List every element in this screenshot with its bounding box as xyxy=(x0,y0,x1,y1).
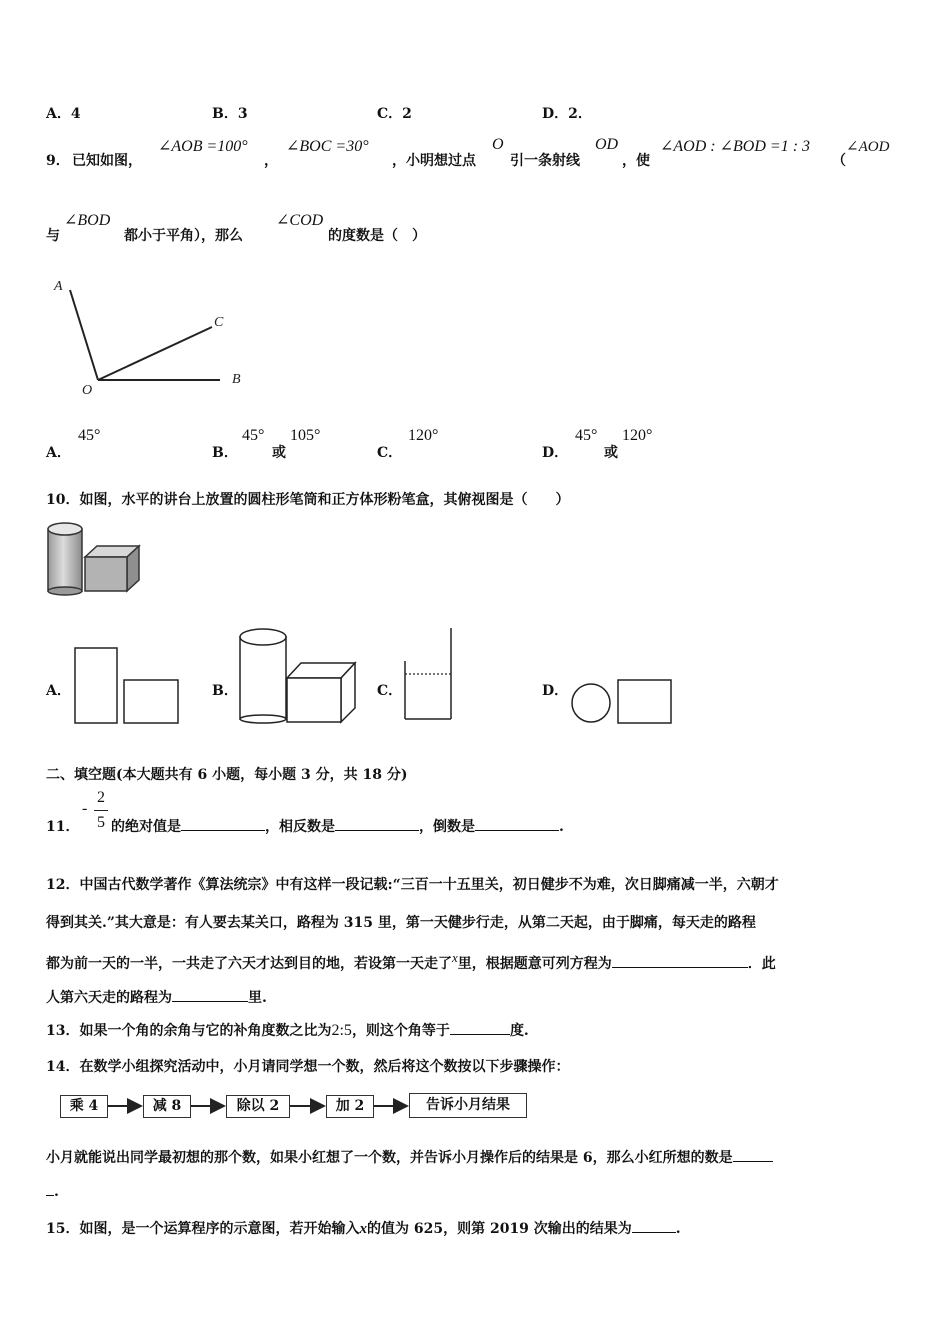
section2-title: 二、填空题(本大题共有 6 小题，每小题 3 分，共 18 分) xyxy=(46,767,408,783)
q15-variable-x: x xyxy=(359,1221,367,1237)
q15-number: 15． xyxy=(46,1221,80,1237)
q13-text-2: ，则这个角等于 xyxy=(351,1023,450,1039)
q9-text-3: 引一条射线 xyxy=(510,153,580,169)
q14-step-subtract: 减 8 xyxy=(143,1095,191,1118)
q11-text-1: 的绝对值是 xyxy=(111,819,181,835)
q9-line2-text-1: 与 xyxy=(46,228,60,244)
q14-step-add: 加 2 xyxy=(326,1095,374,1118)
q10-text: 如图，水平的讲台上放置的圆柱形笔筒和正方体形粉笔盒，其俯视图是（ ） xyxy=(79,492,570,508)
q12-line4-text-a: 人第六天走的路程为 xyxy=(46,990,172,1006)
q9-text-4: ，使 xyxy=(622,153,650,169)
q9-angle-cod: ∠COD xyxy=(276,212,324,229)
q9-option-d-value-2: 120° xyxy=(622,427,653,444)
label-c: C xyxy=(214,315,224,330)
q10-option-a-letter: A． xyxy=(46,683,71,699)
q12-number: 12． xyxy=(46,877,80,893)
q10-option-b-letter: B． xyxy=(212,683,238,699)
q9-option-a-letter: A． xyxy=(46,445,71,461)
q9-option-a-value: 45° xyxy=(78,427,101,444)
option-letter: D． xyxy=(542,106,569,122)
q9-option-b-value-1: 45° xyxy=(242,427,265,444)
q14-line-2 xyxy=(46,1147,773,1167)
q9-option-c-letter: C． xyxy=(377,445,403,461)
q9-angle-aob: ∠AOB =100° xyxy=(158,138,248,155)
q15-blank-result[interactable] xyxy=(632,1232,676,1233)
q9-ray-od: OD xyxy=(595,136,619,153)
option-text: 2． xyxy=(568,106,592,122)
q11-text-4: . xyxy=(559,819,564,835)
option-letter: A． xyxy=(46,106,71,122)
q10-number: 10． xyxy=(46,492,80,508)
q9-option-c-value: 120° xyxy=(408,427,439,444)
q9-option-d-or: 或 xyxy=(604,445,618,461)
q11-number: 11． xyxy=(46,819,80,835)
option-text: 2 xyxy=(402,106,412,122)
q14-step-multiply: 乘 4 xyxy=(60,1095,108,1118)
q15-line xyxy=(46,1218,681,1238)
q9-text-1: 已知如图， xyxy=(72,153,142,169)
q9-angle-aod: ∠AOD xyxy=(846,139,890,155)
q15-text-3: . xyxy=(675,1221,681,1237)
q11-text-3: ，倒数是 xyxy=(419,819,475,835)
option-text: 3 xyxy=(237,106,248,122)
q12-line3-text-b: 里，根据题意可列方程为 xyxy=(457,956,612,972)
q14-step-tell-result: 告诉小月结果 xyxy=(409,1093,527,1118)
q13-text-3: 度. xyxy=(509,1023,529,1039)
q12-line4-text-b: 里. xyxy=(248,990,267,1006)
label-a: A xyxy=(54,279,63,294)
q9-text-2: ，小明想过点 xyxy=(392,153,476,169)
option-text: 4 xyxy=(70,106,81,122)
q12-line3-text-c: ．此 xyxy=(747,956,776,972)
q12-line1-text: 中国古代数学著作《算法统宗》中有这样一段记载:“三百一十五里关，初日健步不为难，次日脚痛减一半，六朝才 xyxy=(79,877,779,893)
q13-number: 13． xyxy=(46,1023,80,1039)
q9-comma: ， xyxy=(264,153,278,169)
q14-blank-number[interactable] xyxy=(733,1161,773,1162)
q14-number: 14． xyxy=(46,1059,80,1075)
q15-text-2: 的值为 625，则第 2019 次输出的结果为 xyxy=(366,1221,632,1237)
q13-text-1: 如果一个角的余角与它的补角度数之比为 xyxy=(79,1023,332,1039)
q12-line3-text-a: 都为前一天的一半，一共走了六天才达到目的地，若设第一天走了 xyxy=(46,956,452,972)
q11-numerator: 2 xyxy=(97,789,105,806)
label-b: B xyxy=(232,372,241,387)
q9-angle-bod: ∠BOD xyxy=(64,212,111,229)
q9-paren: （ xyxy=(832,153,846,169)
q14-line3-text: . xyxy=(54,1184,59,1200)
q9-point-o: O xyxy=(492,136,504,153)
q9-option-d-value-1: 45° xyxy=(575,427,598,444)
q12-blank-equation[interactable] xyxy=(612,967,748,968)
q9-ratio: ∠AOD : ∠BOD =1 : 3 xyxy=(660,138,811,155)
q9-number: 9． xyxy=(46,153,70,169)
q9-line2-text-3: 的度数是（ ） xyxy=(328,228,426,244)
q12-line-2: 得到其关.”其大意是：有人要去某关口，路程为 315 里，第一天健步行走，从第二天起，由于脚痛，每天走的路程 xyxy=(46,915,756,931)
q14-blank-continuation[interactable] xyxy=(46,1195,54,1196)
q10-option-c-letter: C． xyxy=(377,683,403,699)
q9-option-b-or: 或 xyxy=(272,445,286,461)
q15-text-1: 如图，是一个运算程序的示意图，若开始输入 xyxy=(79,1221,360,1237)
q10-option-d-letter: D． xyxy=(542,683,569,699)
option-letter: B． xyxy=(212,106,238,122)
q14-line2-text: 小月就能说出同学最初想的那个数，如果小红想了一个数，并告诉小月操作后的结果是 6，那么小红所想的数是 xyxy=(46,1150,733,1166)
q9-option-d-letter: D． xyxy=(542,445,569,461)
q11-minus: - xyxy=(82,800,88,817)
q14-line-3 xyxy=(46,1184,59,1200)
q14-step-divide: 除以 2 xyxy=(226,1095,290,1118)
q11-text-2: ，相反数是 xyxy=(265,819,335,835)
q13-ratio: 2:5 xyxy=(331,1022,352,1039)
q9-option-b-letter: B． xyxy=(212,445,238,461)
q9-angle-boc: ∠BOC =30° xyxy=(286,138,369,155)
q12-variable-x: x xyxy=(452,950,458,965)
q14-flow-arrows xyxy=(0,0,530,1130)
q11-denominator: 5 xyxy=(97,814,105,831)
label-o: O xyxy=(82,383,93,398)
option-letter: C． xyxy=(377,106,403,122)
q9-line2-text-2: 都小于平角），那么 xyxy=(124,228,243,244)
q9-option-b-value-2: 105° xyxy=(290,427,321,444)
q14-text: 在数学小组探究活动中，小月请同学想一个数，然后将这个数按以下步骤操作： xyxy=(79,1059,570,1075)
